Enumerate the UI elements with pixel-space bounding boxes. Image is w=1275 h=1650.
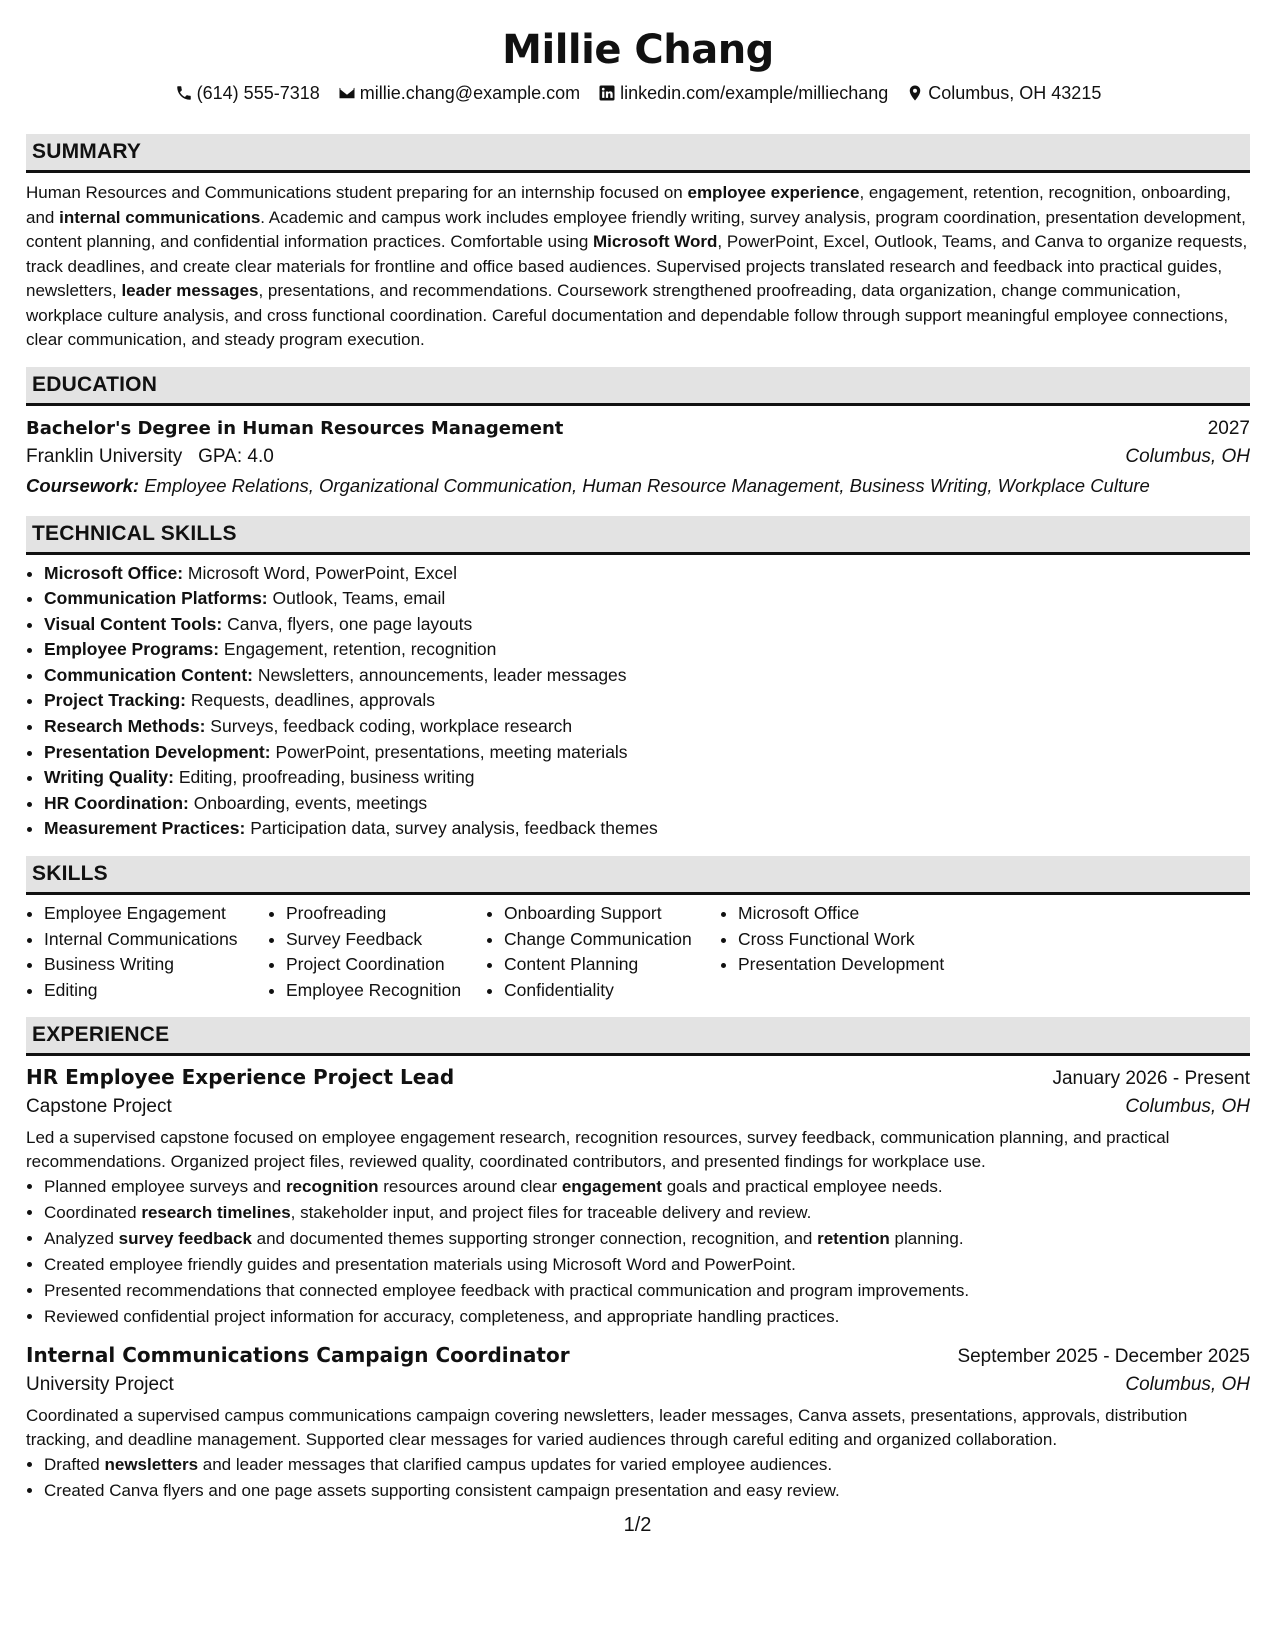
summary-highlight: Microsoft Word	[593, 232, 718, 251]
list-item: • Internal Communications	[44, 927, 268, 953]
skill-label: Writing Quality:	[44, 767, 174, 788]
skill-label: Communication Content:	[44, 664, 254, 685]
email-text[interactable]: millie.chang@example.com	[359, 83, 581, 103]
summary-heading: SUMMARY	[32, 140, 142, 163]
list-item: • Editing	[44, 978, 268, 1004]
school-location: Columbus, OH	[1125, 445, 1250, 467]
summary-part: , PowerPoint, Excel, Outlook, Teams, and Canva to organize requests, track deadlines, and create clear materials for frontline and office based audiences. Supervised projects translated research and feedback into practical guides, newsletters,	[26, 232, 1248, 300]
degree-title: Bachelor's Degree in Human Resources Management	[26, 417, 564, 439]
page-number: 1/2	[623, 1514, 652, 1536]
job-dates: September 2025 - December 2025	[957, 1346, 1250, 1368]
list-item: • Project Coordination	[286, 952, 486, 978]
skill-value: Newsletters, announcements, leader messages	[253, 664, 627, 685]
job-title-row	[26, 1056, 1250, 1092]
list-item: • Cross Functional Work	[738, 927, 998, 953]
graduation-year: 2027	[1207, 417, 1250, 439]
education-header	[26, 367, 1250, 406]
bullet-highlight: research timelines	[141, 1203, 291, 1223]
list-item	[44, 1478, 1250, 1504]
resume-page	[26, 0, 1250, 1504]
job-org-row	[26, 1092, 1250, 1122]
list-item	[44, 1200, 1250, 1226]
technical-skills-list	[26, 561, 1250, 843]
job-org-row	[26, 1370, 1250, 1400]
list-item: • Proofreading	[286, 901, 486, 927]
bullet-text: Reviewed confidential project information for accuracy, completeness, and appropriate handling practices.	[44, 1307, 840, 1327]
technical-skills-header	[26, 516, 1250, 555]
contact-email[interactable]	[338, 80, 580, 106]
job-dates: January 2026 - Present	[1052, 1068, 1250, 1090]
skill-label: HR Coordination:	[44, 792, 189, 813]
list-item: • Business Writing	[44, 952, 268, 978]
envelope-icon	[338, 84, 356, 102]
list-item	[44, 1226, 1250, 1252]
skills-header	[26, 856, 1250, 895]
summary-highlight: internal communications	[59, 207, 261, 227]
skills-column	[268, 901, 486, 1003]
bullet-text: Created employee friendly guides and presentation materials using Microsoft Word and PowerPoint.	[44, 1255, 796, 1275]
bullet-highlight: survey feedback	[118, 1229, 252, 1249]
bullet-highlight: retention	[817, 1229, 890, 1249]
job-org: Capstone Project	[26, 1096, 172, 1118]
list-item	[44, 663, 1250, 689]
list-item: • Presentation Development	[738, 952, 998, 978]
skill-label: Microsoft Office:	[44, 562, 184, 583]
bullet-highlight: recognition	[285, 1177, 379, 1197]
skill-label: Visual Content Tools:	[44, 613, 223, 634]
skill-value: PowerPoint, presentations, meeting materials	[270, 741, 628, 762]
bullet-highlight: engagement	[561, 1177, 662, 1197]
job-title: HR Employee Experience Project Lead	[26, 1065, 455, 1090]
list-item	[44, 688, 1250, 714]
skill-label: Presentation Development:	[44, 741, 271, 762]
list-item	[44, 816, 1250, 842]
job-bullets	[26, 1174, 1250, 1330]
list-item	[44, 561, 1250, 587]
list-item: • Employee Recognition	[286, 978, 486, 1004]
education-degree-row	[26, 416, 1250, 442]
skill-label: Employee Programs:	[44, 639, 220, 660]
list-item: • Change Communication	[504, 927, 720, 953]
skill-value: Editing, proofreading, business writing	[173, 767, 475, 788]
contact-location	[906, 80, 1101, 106]
list-item	[44, 1174, 1250, 1200]
gpa: GPA: 4.0	[198, 445, 274, 467]
map-marker-icon	[906, 84, 924, 102]
coursework	[26, 472, 1250, 500]
skills-grid	[26, 901, 1250, 1003]
summary-part: , presentations, and recommendations. Coursework strengthened proofreading, data organization, change communication, workplace culture analysis, and cross functional coordination. Careful documentation and dependable follow through support meaningful employee connections, clear communication, and steady program execution.	[26, 281, 1229, 349]
location-text: Columbus, OH 43215	[928, 83, 1102, 103]
technical-skills-heading: TECHNICAL SKILLS	[32, 521, 237, 545]
linkedin-text[interactable]: linkedin.com/example/milliechang	[620, 83, 889, 103]
job-title: Internal Communications Campaign Coordinator	[26, 1343, 570, 1368]
job-bullets	[26, 1452, 1250, 1504]
skill-value: Outlook, Teams, email	[267, 588, 446, 609]
skill-value: Participation data, survey analysis, feedback themes	[245, 818, 658, 839]
bullet-text: Drafted	[44, 1455, 105, 1475]
contact-phone	[175, 80, 320, 106]
experience-entry	[26, 1334, 1250, 1504]
bullet-text: Analyzed	[44, 1229, 119, 1249]
skill-value: Engagement, retention, recognition	[219, 639, 497, 660]
linkedin-icon	[598, 84, 616, 102]
list-item	[44, 1278, 1250, 1304]
school-name: Franklin University	[26, 445, 183, 467]
summary-part: Human Resources and Communications student preparing for an internship focused on	[26, 183, 688, 202]
bullet-text: planning.	[889, 1229, 964, 1249]
phone-text: (614) 555-7318	[196, 83, 320, 103]
bullet-highlight: newsletters	[104, 1455, 199, 1475]
contact-linkedin[interactable]	[598, 80, 888, 106]
bullet-text: goals and practical employee needs.	[661, 1177, 943, 1197]
list-item: • Content Planning	[504, 952, 720, 978]
skill-value: Microsoft Word, PowerPoint, Excel	[183, 562, 457, 583]
skills-column	[26, 901, 268, 1003]
skill-label: Measurement Practices:	[44, 818, 246, 839]
list-item	[44, 1304, 1250, 1330]
skill-label: Project Tracking:	[44, 690, 186, 711]
skills-column	[720, 901, 998, 1003]
skills-heading: SKILLS	[32, 862, 108, 886]
list-item: • Confidentiality	[504, 978, 720, 1004]
list-item: • Microsoft Office	[738, 901, 998, 927]
skill-label: Research Methods:	[44, 716, 206, 737]
list-item	[44, 714, 1250, 740]
list-item	[44, 740, 1250, 766]
job-description: Coordinated a supervised campus communications campaign covering newsletters, leader messages, Canva assets, presentations, approvals, distribution tracking, and deadline management. Supported clear messages for varied audiences through careful editing and organized collaboration.	[26, 1406, 1188, 1450]
bullet-text: Presented recommendations that connected employee feedback with practical communication and program improvements.	[44, 1281, 970, 1301]
education-school-row	[26, 442, 1250, 472]
list-item	[44, 637, 1250, 663]
bullet-text: resources around clear	[378, 1177, 562, 1197]
bullet-text: Created Canva flyers and one page assets supporting consistent campaign presentation and easy review.	[44, 1481, 840, 1501]
coursework-list: Employee Relations, Organizational Communication, Human Resource Management, Business Writing, Workplace Culture	[139, 474, 1150, 496]
list-item: • Onboarding Support	[504, 901, 720, 927]
job-location: Columbus, OH	[1125, 1374, 1250, 1396]
experience-entry	[26, 1056, 1250, 1330]
job-title-row	[26, 1334, 1250, 1370]
job-org: University Project	[26, 1374, 174, 1396]
list-item	[44, 612, 1250, 638]
list-item	[44, 1252, 1250, 1278]
job-description: Led a supervised capstone focused on employee engagement research, recognition resources, survey feedback, communication planning, and practical recommendations. Organized project files, reviewed quality, coordinated contributors, and presented findings for workplace use.	[26, 1128, 1170, 1172]
list-item	[44, 1452, 1250, 1478]
skill-label: Communication Platforms:	[44, 588, 268, 609]
summary-part: , engagement, retention, recognition, onboarding, and	[26, 183, 1231, 227]
skill-value: Onboarding, events, meetings	[188, 792, 428, 813]
contact-bar	[26, 80, 1250, 106]
summary-text	[26, 181, 1250, 353]
summary-highlight: employee experience	[687, 183, 860, 202]
education-heading: EDUCATION	[32, 372, 158, 396]
summary-part: . Academic and campus work includes employee friendly writing, survey analysis, program coordination, presentation development, content planning, and confidential information practices. Comfortable using	[26, 207, 1246, 251]
candidate-name: Millie Chang	[502, 27, 774, 73]
skill-value: Surveys, feedback coding, workplace research	[205, 716, 573, 737]
school-info	[26, 442, 274, 472]
skills-column	[486, 901, 720, 1003]
list-item	[44, 791, 1250, 817]
skill-value: Canva, flyers, one page layouts	[222, 613, 473, 634]
summary-highlight: leader messages	[121, 281, 259, 300]
bullet-text: and leader messages that clarified campus updates for varied employee audiences.	[198, 1455, 833, 1475]
bullet-text: and documented themes supporting stronger connection, recognition, and	[251, 1229, 818, 1249]
skill-value: Requests, deadlines, approvals	[186, 690, 436, 711]
experience-header	[26, 1017, 1250, 1056]
list-item: • Survey Feedback	[286, 927, 486, 953]
list-item	[44, 765, 1250, 791]
list-item	[44, 586, 1250, 612]
job-location: Columbus, OH	[1125, 1096, 1250, 1118]
phone-icon	[175, 84, 193, 102]
summary-header	[26, 134, 1250, 173]
experience-heading: EXPERIENCE	[32, 1023, 170, 1047]
coursework-label: Coursework:	[26, 474, 140, 496]
bullet-text: Coordinated	[44, 1203, 142, 1223]
bullet-text: , stakeholder input, and project files for traceable delivery and review.	[290, 1203, 812, 1223]
bullet-text: Planned employee surveys and	[44, 1177, 286, 1197]
list-item: • Employee Engagement	[44, 901, 268, 927]
